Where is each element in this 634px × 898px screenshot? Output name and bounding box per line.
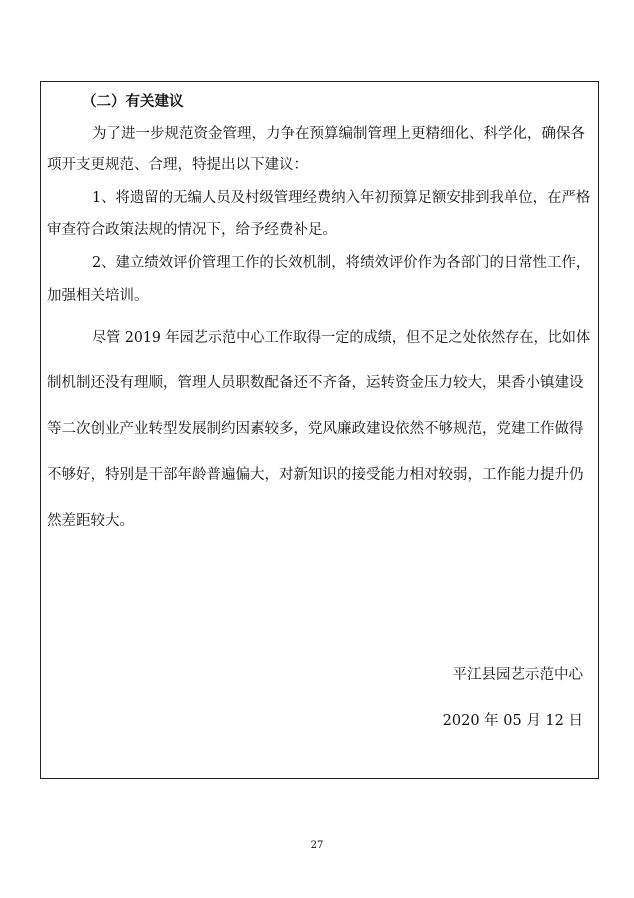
summary-line-4: 不够好，特别是干部年龄普遍偏大，对新知识的接受能力相对较弱，工作能力提升仍 xyxy=(47,467,584,483)
summary-line-5: 然差距较大。 xyxy=(47,513,134,529)
summary-line-3: 等二次创业产业转型发展制约因素较多，党风廉政建设依然不够规范，党建工作做得 xyxy=(47,421,584,437)
suggestion-2-line-1: 2、建立绩效评价管理工作的长效机制，将绩效评价作为各部门的日常性工作， xyxy=(92,255,591,271)
suggestion-1-line-2: 审查符合政策法规的情况下，给予经费补足。 xyxy=(47,222,337,238)
section-heading: （二）有关建议 xyxy=(82,93,184,110)
suggestion-2-line-2: 加强相关培训。 xyxy=(47,288,149,304)
suggestion-1-line-1: 1、将遗留的无编人员及村级管理经费纳入年初预算足额安排到我单位，在严格 xyxy=(92,190,591,206)
page-number: 27 xyxy=(310,840,324,851)
intro-line-1: 为了进一步规范资金管理，力争在预算编制管理上更精细化、科学化，确保各 xyxy=(92,126,585,142)
summary-line-2: 制机制还没有理顺，管理人员职数配备还不齐备，运转资金压力较大，果香小镇建设 xyxy=(47,375,584,391)
signature-organization: 平江县园艺示范中心 xyxy=(452,667,583,683)
summary-line-1: 尽管 2019 年园艺示范中心工作取得一定的成绩，但不足之处依然存在，比如体 xyxy=(92,330,591,346)
signature-date: 2020 年 05 月 12 日 xyxy=(442,713,583,729)
intro-line-2: 项开支更规范、合理，特提出以下建议： xyxy=(47,157,308,173)
